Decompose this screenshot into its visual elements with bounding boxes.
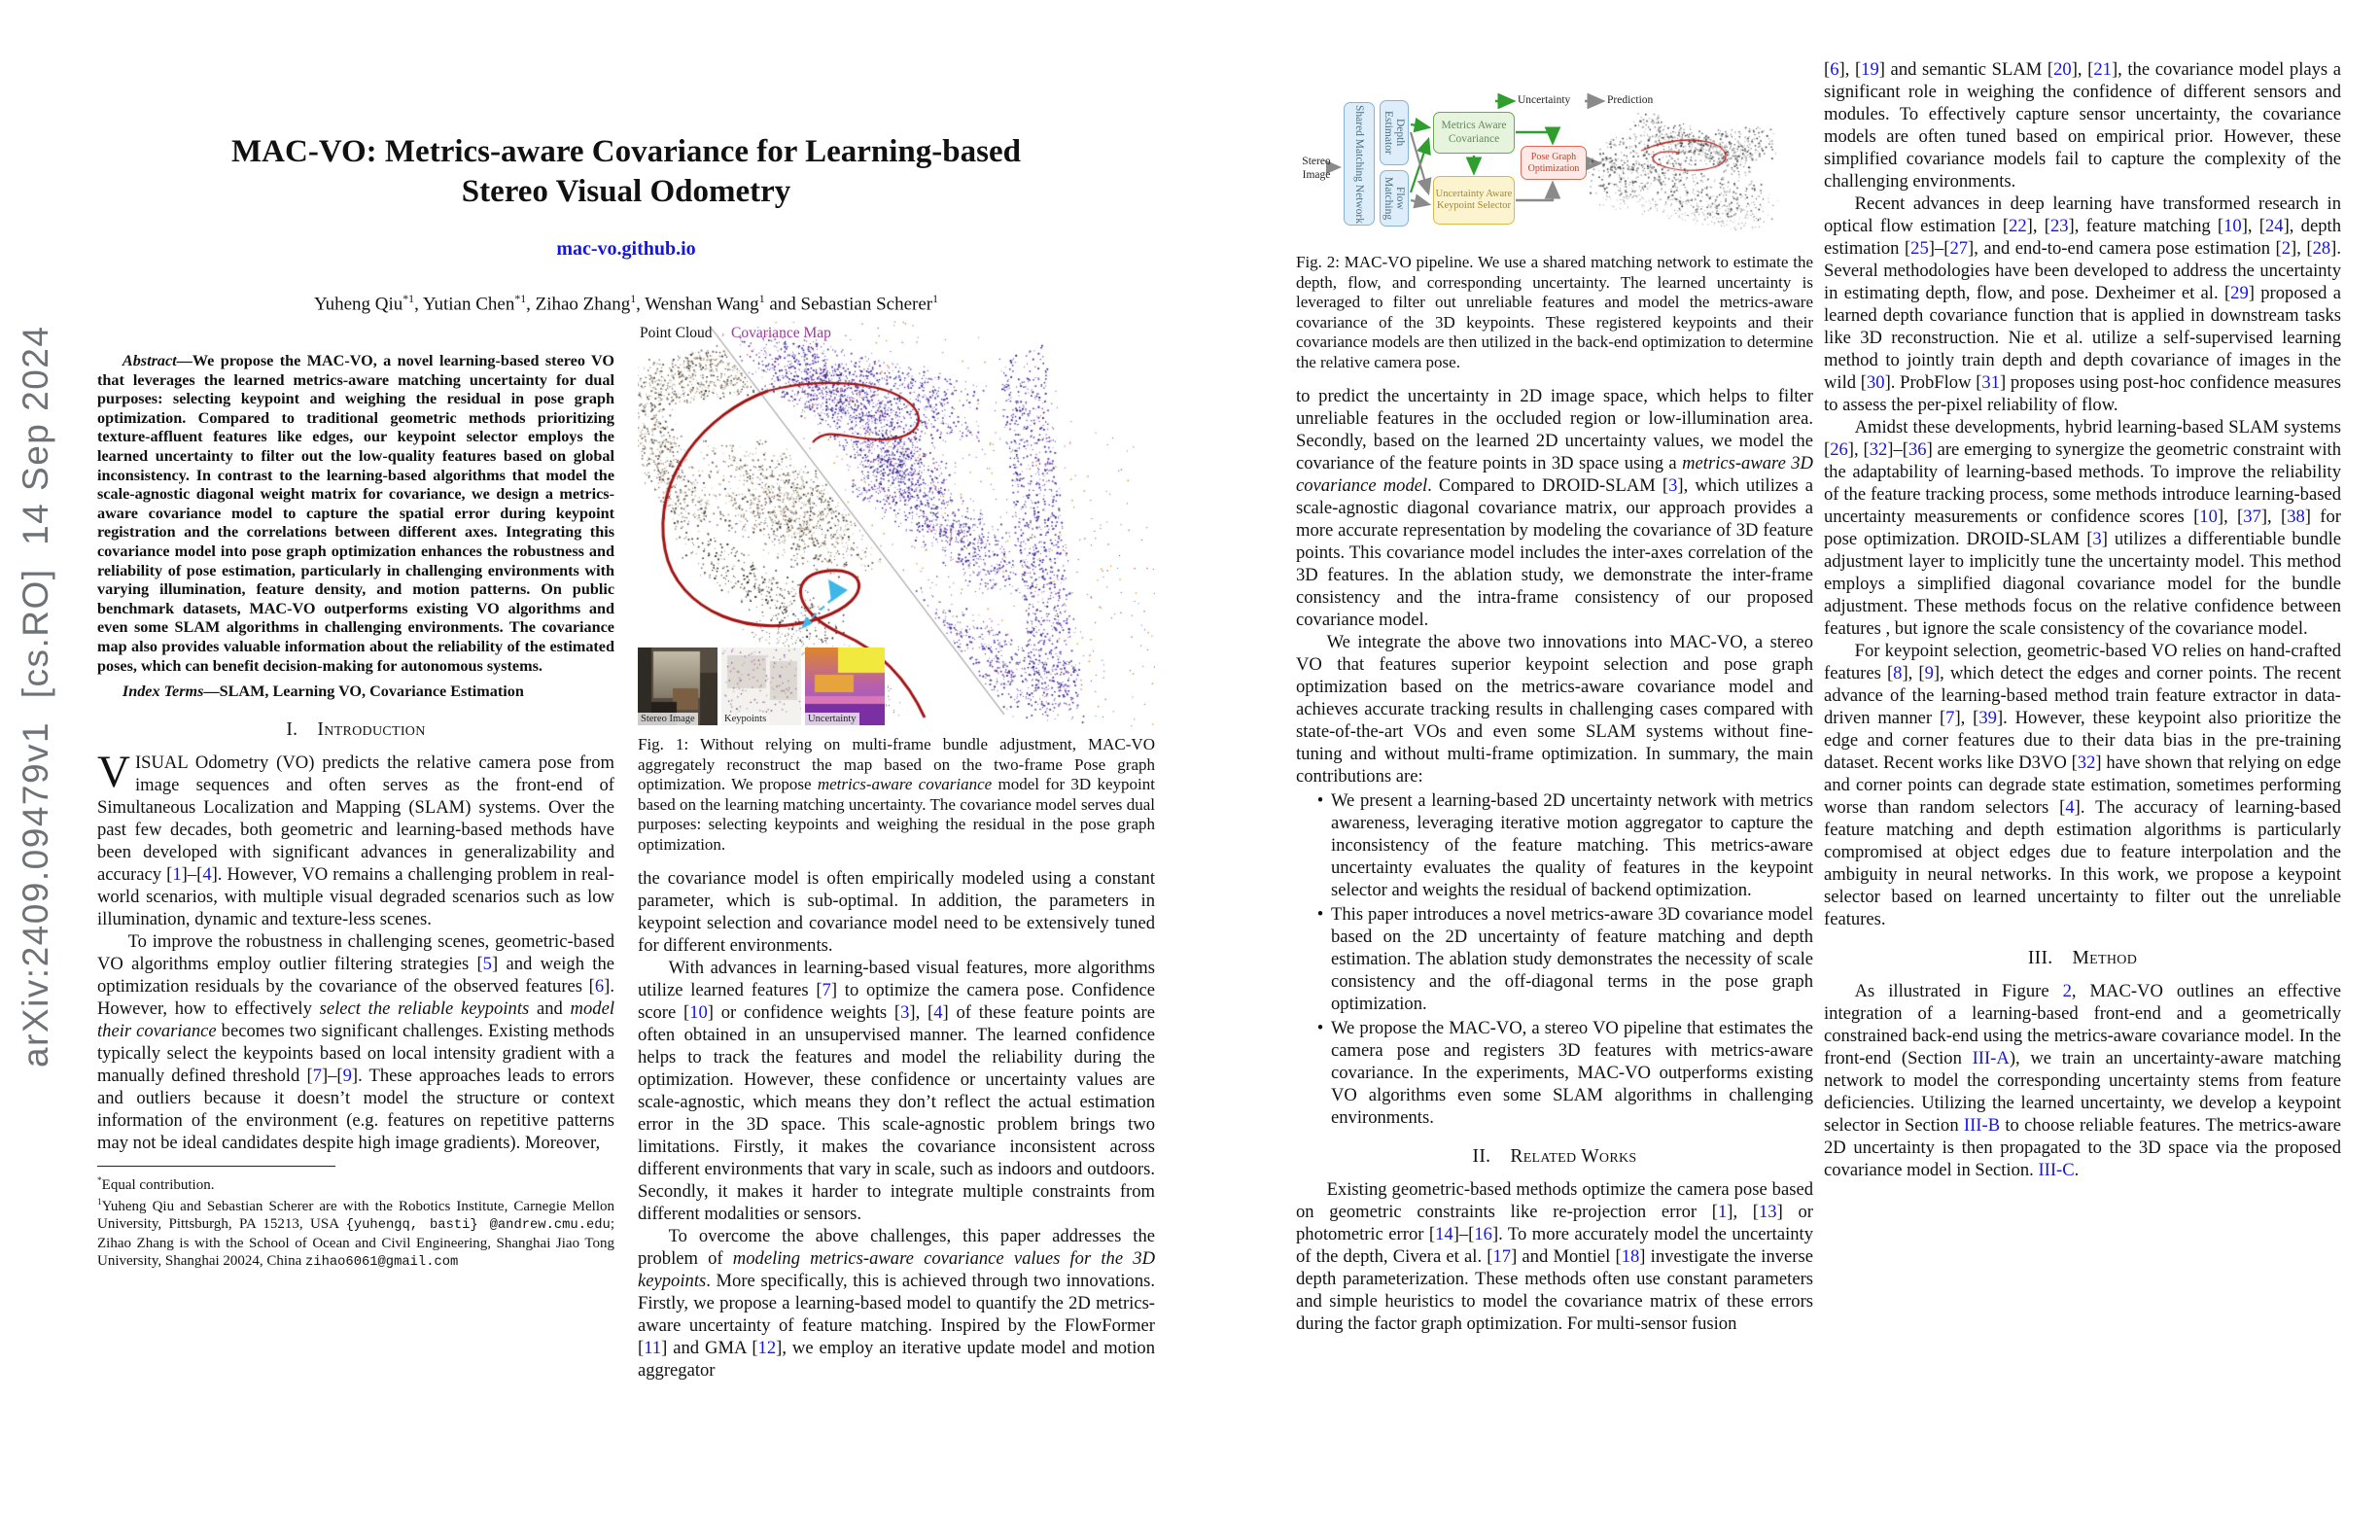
citation-link[interactable]: 5 bbox=[482, 953, 492, 974]
citation-link[interactable]: 7 bbox=[1945, 708, 1955, 728]
citation-link[interactable]: 12 bbox=[757, 1337, 777, 1358]
citation-link[interactable]: III-A bbox=[1972, 1048, 2010, 1068]
abstract-text: Index Terms—SLAM, Learning VO, Covariance Estimation bbox=[122, 682, 524, 701]
citation-link[interactable]: 29 bbox=[2230, 283, 2249, 303]
citation-link[interactable]: 11 bbox=[644, 1337, 662, 1358]
footnote-rule bbox=[97, 1166, 335, 1167]
citation-link[interactable]: 25 bbox=[1910, 238, 1929, 259]
paragraph: As illustrated in Figure 2, MAC-VO outlines an effective integration of a learning-based front-end and a geometrically constrained back-end using the metrics-aware covariance model. In the front-end (Section III-A), we train an uncertainty-aware matching network to model the corresponding uncertainty stems from feature deficiencies. Utilizing the learned uncertainty, we develop a keypoint selector in Section III-B to choose reliable features. The metrics-aware 2D uncertainty is then propagated to the 3D space via the proposed covariance model in Section. III-C. bbox=[1824, 981, 2342, 1180]
section-heading: III. Method bbox=[2027, 948, 2138, 968]
column-3-blocks bbox=[1296, 253, 1813, 1335]
citation-link[interactable]: 21 bbox=[2093, 59, 2112, 80]
citation-link[interactable]: 10 bbox=[2223, 216, 2242, 236]
figure-caption: Fig. 1: Without relying on multi-frame bundle adjustment, MAC-VO aggregately reconstruct the map based on the two-frame Pose graph optimization. We propose metrics-aware covariance model for 3D keypoint based on the learning matching uncertainty. The covariance model serves dual purposes: selecting keypoints and weighing the residual in the pose graph optimization. bbox=[638, 735, 1155, 854]
paragraph: the covariance model is often empirically modeled using a constant parameter, which is sub-optimal. In addition, the parameters in keypoint selection and covariance model need to be extensively tuned for different environments. bbox=[638, 867, 1155, 956]
citation-link[interactable]: 13 bbox=[1759, 1201, 1777, 1222]
paragraph: Existing geometric-based methods optimize the camera pose based on geometric constraints like re-projection error [1], [13] or photometric error [14]–[16]. To more accurately model the uncertainty of the depth, Civera et al. [17] and Montiel [18] investigate the inverse depth parameterization. These methods often use constant parameters and simple heuristics to model the covariance matrix of these errors during the factor graph optimization. For multi-sensor fusion bbox=[1296, 1178, 1813, 1334]
citation-link[interactable]: 3 bbox=[900, 1001, 910, 1023]
box-depth-estimator: Depth Estimator bbox=[1380, 100, 1409, 165]
intro-paragraph: VISUAL Odometry (VO) predicts the relative camera pose from image sequences and often serves as the front-end of Simultaneous Localization and Mapping (SLAM) systems. Over the past few decades, both geometric and learning-based methods have been developed with significant advances in generalizability and accuracy [1]–[4]. However, VO remains a challenging problem in real-world scenarios, with multiple visual degraded scenarios such as low illumination, dynamic and texture-less scenes. bbox=[97, 746, 615, 929]
bullet-marker: • bbox=[1316, 903, 1324, 925]
citation-link[interactable]: 19 bbox=[1861, 59, 1879, 80]
citation-link[interactable]: 4 bbox=[2065, 797, 2075, 818]
citation-link[interactable]: 9 bbox=[1924, 663, 1934, 683]
fig1-label-covariance-map: Covariance Map bbox=[731, 325, 831, 341]
paragraph: [6], [19] and semantic SLAM [20], [21], the covariance model plays a significant role in weighing the confidence of different sensors and modules. To effectively capture sensor uncertainty, the covariance models are often tuned based on empirical prior. However, these simplified covariance models fail to capture the complexity of the challenging environments. bbox=[1824, 59, 2341, 192]
thumb-label-keypoints: Keypoints bbox=[721, 713, 769, 725]
column-1 bbox=[97, 352, 614, 1272]
citation-link[interactable]: 2 bbox=[2062, 981, 2072, 1001]
citation-link[interactable]: 8 bbox=[1893, 663, 1903, 683]
citation-link[interactable]: 32 bbox=[2077, 752, 2096, 773]
paper-title-line1: MAC-VO: Metrics-aware Covariance for Learning-based bbox=[231, 134, 1021, 169]
citation-link[interactable]: 4 bbox=[933, 1001, 943, 1023]
box-shared-matching-network: Shared Matching Network bbox=[1344, 102, 1375, 226]
citation-link[interactable]: 30 bbox=[1866, 372, 1885, 393]
bullet-item: • We propose the MAC-VO, a stereo VO pipeline that estimates the camera pose and registers 3D features with metrics-aware covariance. In the experiments, MAC-VO outperforms existing VO algorithms even some SLAM algorithms in challenging environments. bbox=[1310, 1017, 1813, 1129]
citation-link[interactable]: 3 bbox=[2092, 529, 2102, 549]
section-heading: I. Introduction bbox=[286, 718, 426, 740]
citation-link[interactable]: 18 bbox=[1621, 1245, 1640, 1267]
citation-link[interactable]: 10 bbox=[689, 1001, 708, 1023]
citation-link[interactable]: 7 bbox=[312, 1065, 322, 1086]
citation-link[interactable]: 28 bbox=[2312, 238, 2331, 259]
paragraph: We integrate the above two innovations into MAC-VO, a stereo VO that features superior keypoint selection and pose graph optimization based on the metrics-aware covariance model and achieves accurate tracking results in challenging cases compared with state-of-the-art VOs and even some SLAM systems without fine-tuning and without multi-frame optimization. In summary, the main contributions are: bbox=[1296, 631, 1813, 787]
fig1-thumb-keypoints bbox=[721, 648, 801, 725]
arxiv-watermark: arXiv:2409.09479v1 [cs.RO] 14 Sep 2024 bbox=[16, 325, 55, 1068]
citation-link[interactable]: 7 bbox=[822, 979, 831, 1000]
citation-link[interactable]: 6 bbox=[594, 975, 605, 997]
thumb-label-stereo-image: Stereo Image bbox=[638, 713, 698, 725]
citation-link[interactable]: 1 bbox=[1717, 1201, 1728, 1222]
footnote-text: *Equal contribution. bbox=[97, 1175, 215, 1193]
citation-link[interactable]: 27 bbox=[1949, 238, 1969, 259]
fig2-pointcloud-result-image bbox=[1588, 112, 1782, 230]
citation-link[interactable]: 22 bbox=[2009, 216, 2027, 236]
paragraph: to predict the uncertainty in 2D image space, which helps to filter unreliable features in the occluded region or low-illumination area. Secondly, based on the learned 2D uncertainty values, we model the covariance of the feature points in 3D space using a metrics-aware 3D covariance model. Compared to DROID-SLAM [3], which utilizes a scale-agnostic diagonal covariance matrix, our approach provides a more accurate representation by modeling the covariance of 3D feature points. This covariance model includes the inter-axes correlation of the 3D features. In the ablation study, we demonstrate the inter-frame consistency and the intra-frame consistency of our proposed covariance model. bbox=[1296, 385, 1813, 630]
paper-title-line2: Stereo Visual Odometry bbox=[461, 174, 791, 209]
citation-link[interactable]: 26 bbox=[1830, 439, 1848, 460]
paragraph: With advances in learning-based visual features, more algorithms utilize learned features [7] to optimize the camera pose. Confidence score [10] or confidence weights [3], [4] of these feature points are often obtained in an unsupervised manner. The learned confidence helps to track the features and model the reliability during the optimization. However, these confidence or uncertainty values are scale-agnostic, which means they don’t reflect the actual estimation error in the 3D space. This scale-agnostic problem brings two limitations. Firstly, it makes the covariance inconsistent across different environments that vary in scale, such as indoors and outdoors. Secondly, it makes it harder to integrate multiple constraints from different modalities or sensors. bbox=[638, 957, 1156, 1224]
paragraph: To overcome the above challenges, this paper addresses the problem of modeling metrics-aware covariance values for the 3D keypoints. More specifically, this is achieved through two innovations. Firstly, we propose a learning-based model to quantify the 2D metrics-aware uncertainty of feature matching. Inspired by the FlowFormer [11] and GMA [12], we employ an iterative update model and motion aggregator bbox=[638, 1225, 1155, 1381]
citation-link[interactable]: 1 bbox=[172, 863, 182, 885]
citation-link[interactable]: 2 bbox=[2281, 238, 2292, 259]
bullet-marker: • bbox=[1316, 1017, 1324, 1038]
column-3 bbox=[1296, 58, 1813, 1335]
fig2-input-label: Stereo Image bbox=[1302, 156, 1331, 181]
figure-1 bbox=[638, 321, 1155, 727]
citation-link[interactable]: 3 bbox=[1668, 474, 1678, 496]
citation-link[interactable]: III-C bbox=[2038, 1160, 2075, 1180]
citation-link[interactable]: 10 bbox=[2199, 507, 2218, 527]
bullet-item: • We present a learning-based 2D uncertainty network with metrics awareness, leveraging iterative motion aggregator to capture the inconsistency of the feature matching. This metrics-aware uncertainty evaluates the quality of features in the keypoint selector and weights the residual of backend optimization. bbox=[1310, 789, 1813, 901]
column-4-blocks bbox=[1824, 58, 2341, 1181]
bullet-item: • This paper introduces a novel metrics-aware 3D covariance model based on the 2D uncertainty of feature matching and depth estimation. The ablation study demonstrates the necessity of scale consistency and the off-diagonal terms in the pose graph optimization. bbox=[1310, 903, 1813, 1015]
citation-link[interactable]: 23 bbox=[2049, 216, 2069, 236]
citation-link[interactable]: 17 bbox=[1492, 1245, 1512, 1267]
citation-link[interactable]: III-B bbox=[1963, 1115, 2001, 1136]
fig1-label-point-cloud: Point Cloud bbox=[640, 325, 713, 341]
figure-caption: Fig. 2: MAC-VO pipeline. We use a shared matching network to estimate the depth, flow, and corresponding uncertainty. The learned uncertainty is leveraged to filter out unreliable features and model the metrics-aware covariance of the 3D keypoints. These registered keypoints and their covariance models are then utilized in the back-end optimization to determine the relative camera pose. bbox=[1296, 253, 1813, 371]
figure-2-pipeline-diagram bbox=[1296, 58, 1813, 245]
project-website-link[interactable]: mac-vo.github.io bbox=[556, 238, 696, 260]
box-uncertainty-aware-keypoint-selector: Uncertainty Aware Keypoint Selector bbox=[1433, 176, 1515, 225]
paragraph: Amidst these developments, hybrid learning-based SLAM systems [26], [32]–[36] are emerging to synergize the geometric constraint with the adaptability of learning-based methods. To improve the reliability of the feature tracking process, some methods introduce learning-based uncertainty measurements or confidence scores [10], [37], [38] for pose optimization. DROID-SLAM [3] utilizes a differentiable bundle adjustment layer to implicitly tune the uncertainty model. This method employs a simplified diagonal covariance model for the bundle adjustment. These methods focus on the relative confidence between features , but ignore the scale consistency of the covariance model. bbox=[1824, 417, 2341, 639]
paragraph: For keypoint selection, geometric-based VO relies on hand-crafted features [8], [9], which detect the edges and corner points. The recent advance of the learning-based method train feature extractor in data-driven manner [7], [39]. However, these keypoint also prioritize the edge and corner features due to their data bias in the pre-training dataset. Recent works like D3VO [32] have shown that relying on edge and corner points can degrade state estimation, sometimes performing worse than random selectors [4]. The accuracy of learning-based feature matching and depth estimation algorithms is particularly compromised at object edges due to feature interpolation and the ambiguity in neural networks. In this work, we propose a keypoint selector based on learned uncertainty to filter out the unreliable features. bbox=[1824, 641, 2342, 929]
citation-link[interactable]: 24 bbox=[2265, 216, 2284, 236]
paragraph: Recent advances in deep learning have transformed research in optical flow estimation [22], [23], feature matching [10], [24], depth estimation [25]–[27], and end-to-end camera pose estimation [2], [28]. Several methodologies have been developed to address the uncertainty in estimating depth, flow, and pose. Dexheimer et al. [29] proposed a learned depth covariance function that is applied in downstream tasks like 3D reconstruction. Nie et al. utilize a self-supervised learning method to jointly train depth and depth covariance of images in the wild [30]. ProbFlow [31] proposes using post-hoc confidence measures to assess the per-pixel reliability of flow. bbox=[1824, 193, 2341, 415]
authors-line: Yuheng Qiu$^{*1}$, Yutian Chen$^{*1}$, Zihao Zhang$^1$, Wenshan Wang$^1$ and Sebastian Scherer$^1$ bbox=[313, 293, 938, 315]
column-4 bbox=[1824, 58, 2341, 1181]
citation-link[interactable]: 6 bbox=[1830, 59, 1839, 80]
citation-link[interactable]: 31 bbox=[1981, 372, 2001, 393]
citation-link[interactable]: 14 bbox=[1435, 1223, 1453, 1244]
fig1-thumb-uncertainty bbox=[805, 648, 885, 725]
bullet-marker: • bbox=[1316, 789, 1324, 811]
footnote-text: $^1$Yuheng Qiu and Sebastian Scherer are with the Robotics Institute, Carnegie Mellon University, Pittsburgh, PA 15213, USA {yuhengq, basti} @andrew.cmu.edu; Zihao Zhang is with the School of Ocean and Civil Engineering, Shanghai Jiao Tong University, Shanghai 20024, China zihao6061@gmail.com bbox=[97, 1197, 614, 1270]
citation-link[interactable]: 39 bbox=[1978, 708, 1997, 728]
legend-prediction: Prediction bbox=[1607, 94, 1654, 106]
paragraph: To improve the robustness in challenging scenes, geometric-based VO algorithms employ outlier filtering strategies [5] and weigh the optimization residuals by the covariance of the observed features [6]. However, how to effectively select the reliable keypoints and model their covariance becomes two significant challenges. Existing methods typically select the keypoints based on local intensity gradient with a manually defined threshold [7]–[9]. These approaches leads to errors and outliers because it doesn’t model the structure or context information of the environment (e.g. features on repetitive patterns may not be ideal candidates despite high image gradients). Moreover, bbox=[97, 930, 614, 1153]
section-heading: II. Related Works bbox=[1472, 1145, 1637, 1167]
abstract-text: Abstract—We propose the MAC-VO, a novel learning-based stereo VO that leverages the learned metrics-aware matching uncertainty for dual purposes: selecting keypoint and weighing the residual in pose graph optimization. Compared to traditional geometric methods prioritizing texture-affluent features like edges, our keypoint selector employs the learned uncertainty to filter out the low-quality features based on global inconsistency. In contrast to the learning-based algorithms that model the scale-agnostic diagonal weight matrix for covariance, we design a metrics-aware covariance model to capture the spatial error during keypoint registration and the correlations between different axes. Integrating this covariance model into pose graph optimization enhances the robustness and reliability of pose estimation, particularly in challenging environments with varying illumination, feature density, and motion patterns. On public benchmark datasets, MAC-VO outperforms existing VO algorithms and even some SLAM algorithms in challenging environments. The covariance map also provides valuable information about the reliability of the estimated poses, which can benefit decision-making for autonomous systems. bbox=[97, 352, 614, 675]
box-pose-graph-optimization: Pose Graph Optimization bbox=[1521, 146, 1587, 180]
citation-link[interactable]: 16 bbox=[1474, 1223, 1492, 1244]
column-1-blocks bbox=[97, 352, 614, 1272]
citation-link[interactable]: 32 bbox=[1869, 439, 1888, 460]
column-2-blocks bbox=[638, 735, 1155, 1382]
fig1-thumb-stereo-image bbox=[638, 648, 718, 725]
box-flow-matching: Flow Matching bbox=[1380, 170, 1409, 227]
citation-link[interactable]: 20 bbox=[2053, 59, 2072, 80]
citation-link[interactable]: 9 bbox=[342, 1065, 352, 1086]
legend-uncertainty: Uncertainty bbox=[1518, 94, 1571, 106]
paper-header bbox=[97, 132, 1155, 315]
citation-link[interactable]: 36 bbox=[1908, 439, 1927, 460]
citation-link[interactable]: 38 bbox=[2287, 507, 2305, 527]
citation-link[interactable]: 4 bbox=[202, 863, 212, 885]
box-metrics-aware-covariance: Metrics Aware Covariance bbox=[1433, 112, 1515, 154]
column-2 bbox=[638, 321, 1155, 1382]
thumb-label-uncertainty: Uncertainty bbox=[805, 713, 859, 725]
drop-cap: V bbox=[97, 746, 130, 797]
citation-link[interactable]: 37 bbox=[2243, 507, 2261, 527]
